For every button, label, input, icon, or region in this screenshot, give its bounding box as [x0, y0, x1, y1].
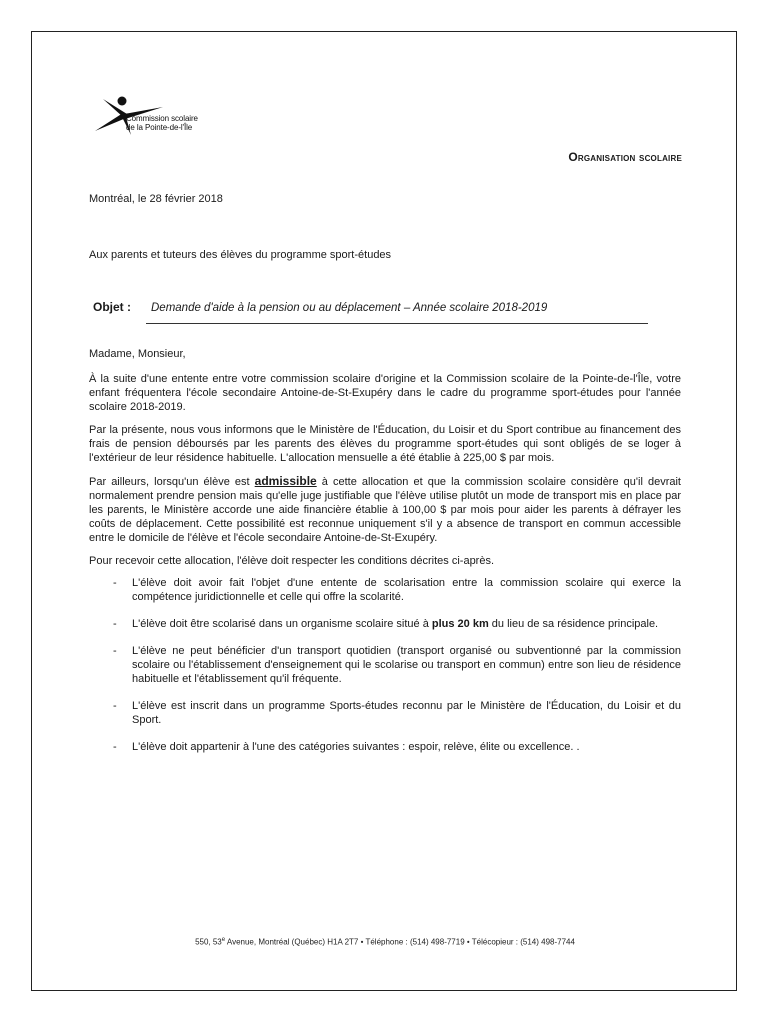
subject-text: Demande d'aide à la pension ou au déplacement – Année scolaire 2018-2019 [151, 302, 548, 314]
list-item [89, 617, 681, 631]
list-item [89, 576, 681, 604]
bullet-dash: - [113, 741, 117, 753]
distance-emphasis: plus 20 km [431, 618, 489, 630]
letter-recipients: Aux parents et tuteurs des élèves du programme sport-études [89, 249, 392, 261]
bullet-dash: - [113, 618, 117, 630]
logo-line-1: Commission scolaire [126, 114, 198, 123]
subject-underline [146, 323, 648, 324]
address-number: 550, 53 [195, 937, 222, 947]
subject-label: Objet : [93, 300, 131, 314]
address-rest: Avenue, Montréal (Québec) H1A 2T7 • Téléphone : (514) 498-7719 • Télécopieur : (514) 498-7744 [225, 937, 575, 947]
bullet-dash: - [113, 577, 117, 589]
bullet-dash: - [113, 645, 117, 657]
list-item [89, 644, 681, 686]
list-item [89, 699, 681, 727]
logo-line-2: de la Pointe-de-l'Île [126, 123, 193, 132]
condition-text-end: du lieu de sa résidence principale. [488, 618, 659, 630]
letter-date: Montréal, le 28 février 2018 [89, 193, 223, 205]
paragraph-2: Par la présente, nous vous informons que le Ministère de l'Éducation, du Loisir et du Sport contribue au financement des frais de pension déboursés par les parents des élèves du programme sport-études qui sont obligés de se loger à l'extérieur de leur résidence habituelle. L'allocation mensuelle a été établie à 225,00 $ par mois. [89, 424, 681, 464]
list-item [89, 740, 681, 754]
address-superscript: e [221, 937, 226, 943]
greeting: Madame, Monsieur, [89, 348, 186, 360]
footer-address [0, 937, 770, 947]
letter-body [89, 347, 681, 767]
paragraph-3 [89, 474, 681, 545]
bullet-dash: - [113, 700, 117, 712]
condition-text: L'élève est inscrit dans un programme Sports-études reconnu par le Ministère de l'Éducation, du Loisir et du Sport. [132, 700, 681, 726]
condition-text: L'élève doit appartenir à l'une des catégories suivantes : espoir, relève, élite ou excellence. . [132, 741, 580, 753]
admissible-emphasis: admissible [254, 474, 317, 488]
logo-text [126, 114, 198, 132]
paragraph-3-start: Par ailleurs, lorsqu'un élève est [89, 476, 255, 488]
department-title: Organisation scolaire [568, 150, 682, 164]
condition-text-start: L'élève doit être scolarisé dans un organisme scolaire situé à [132, 618, 432, 630]
condition-text: L'élève doit avoir fait l'objet d'une entente de scolarisation entre la commission scolaire qui exerce la compétence juridictionnelle et celle qui offre la scolarité. [132, 577, 681, 603]
paragraph-3-end: à cette allocation et que la commission scolaire considère qu'il devrait normalement prendre pension mais qu'elle juge justifiable que l'élève utilise plutôt un mode de transport mis en place par les parents, le Ministère accorde une aide financière établie à 100,00 $ par mois pour aider les parents à défrayer les coûts de déplacement. Cette possibilité est reconnue uniquement s'il y a absence de transport en commun accessible entre le domicile de l'élève et l'école secondaire Antoine-de-St-Exupéry. [89, 476, 681, 544]
conditions-intro: Pour recevoir cette allocation, l'élève doit respecter les conditions décrites ci-après. [89, 555, 495, 567]
condition-text: L'élève ne peut bénéficier d'un transport quotidien (transport organisé ou subventionné par la commission scolaire ou l'établissement d'enseignement qui le scolarise ou transport en commun) entre son lieu de résidence habituelle et l'établissement qu'il fréquente. [132, 645, 681, 685]
conditions-list [89, 576, 681, 754]
paragraph-1: À la suite d'une entente entre votre commission scolaire d'origine et la Commission scolaire de la Pointe-de-l'Île, votre enfant fréquentera l'école secondaire Antoine-de-St-Exupéry dans le cadre du programme sport-études pour l'année scolaire 2018-2019. [89, 373, 681, 413]
